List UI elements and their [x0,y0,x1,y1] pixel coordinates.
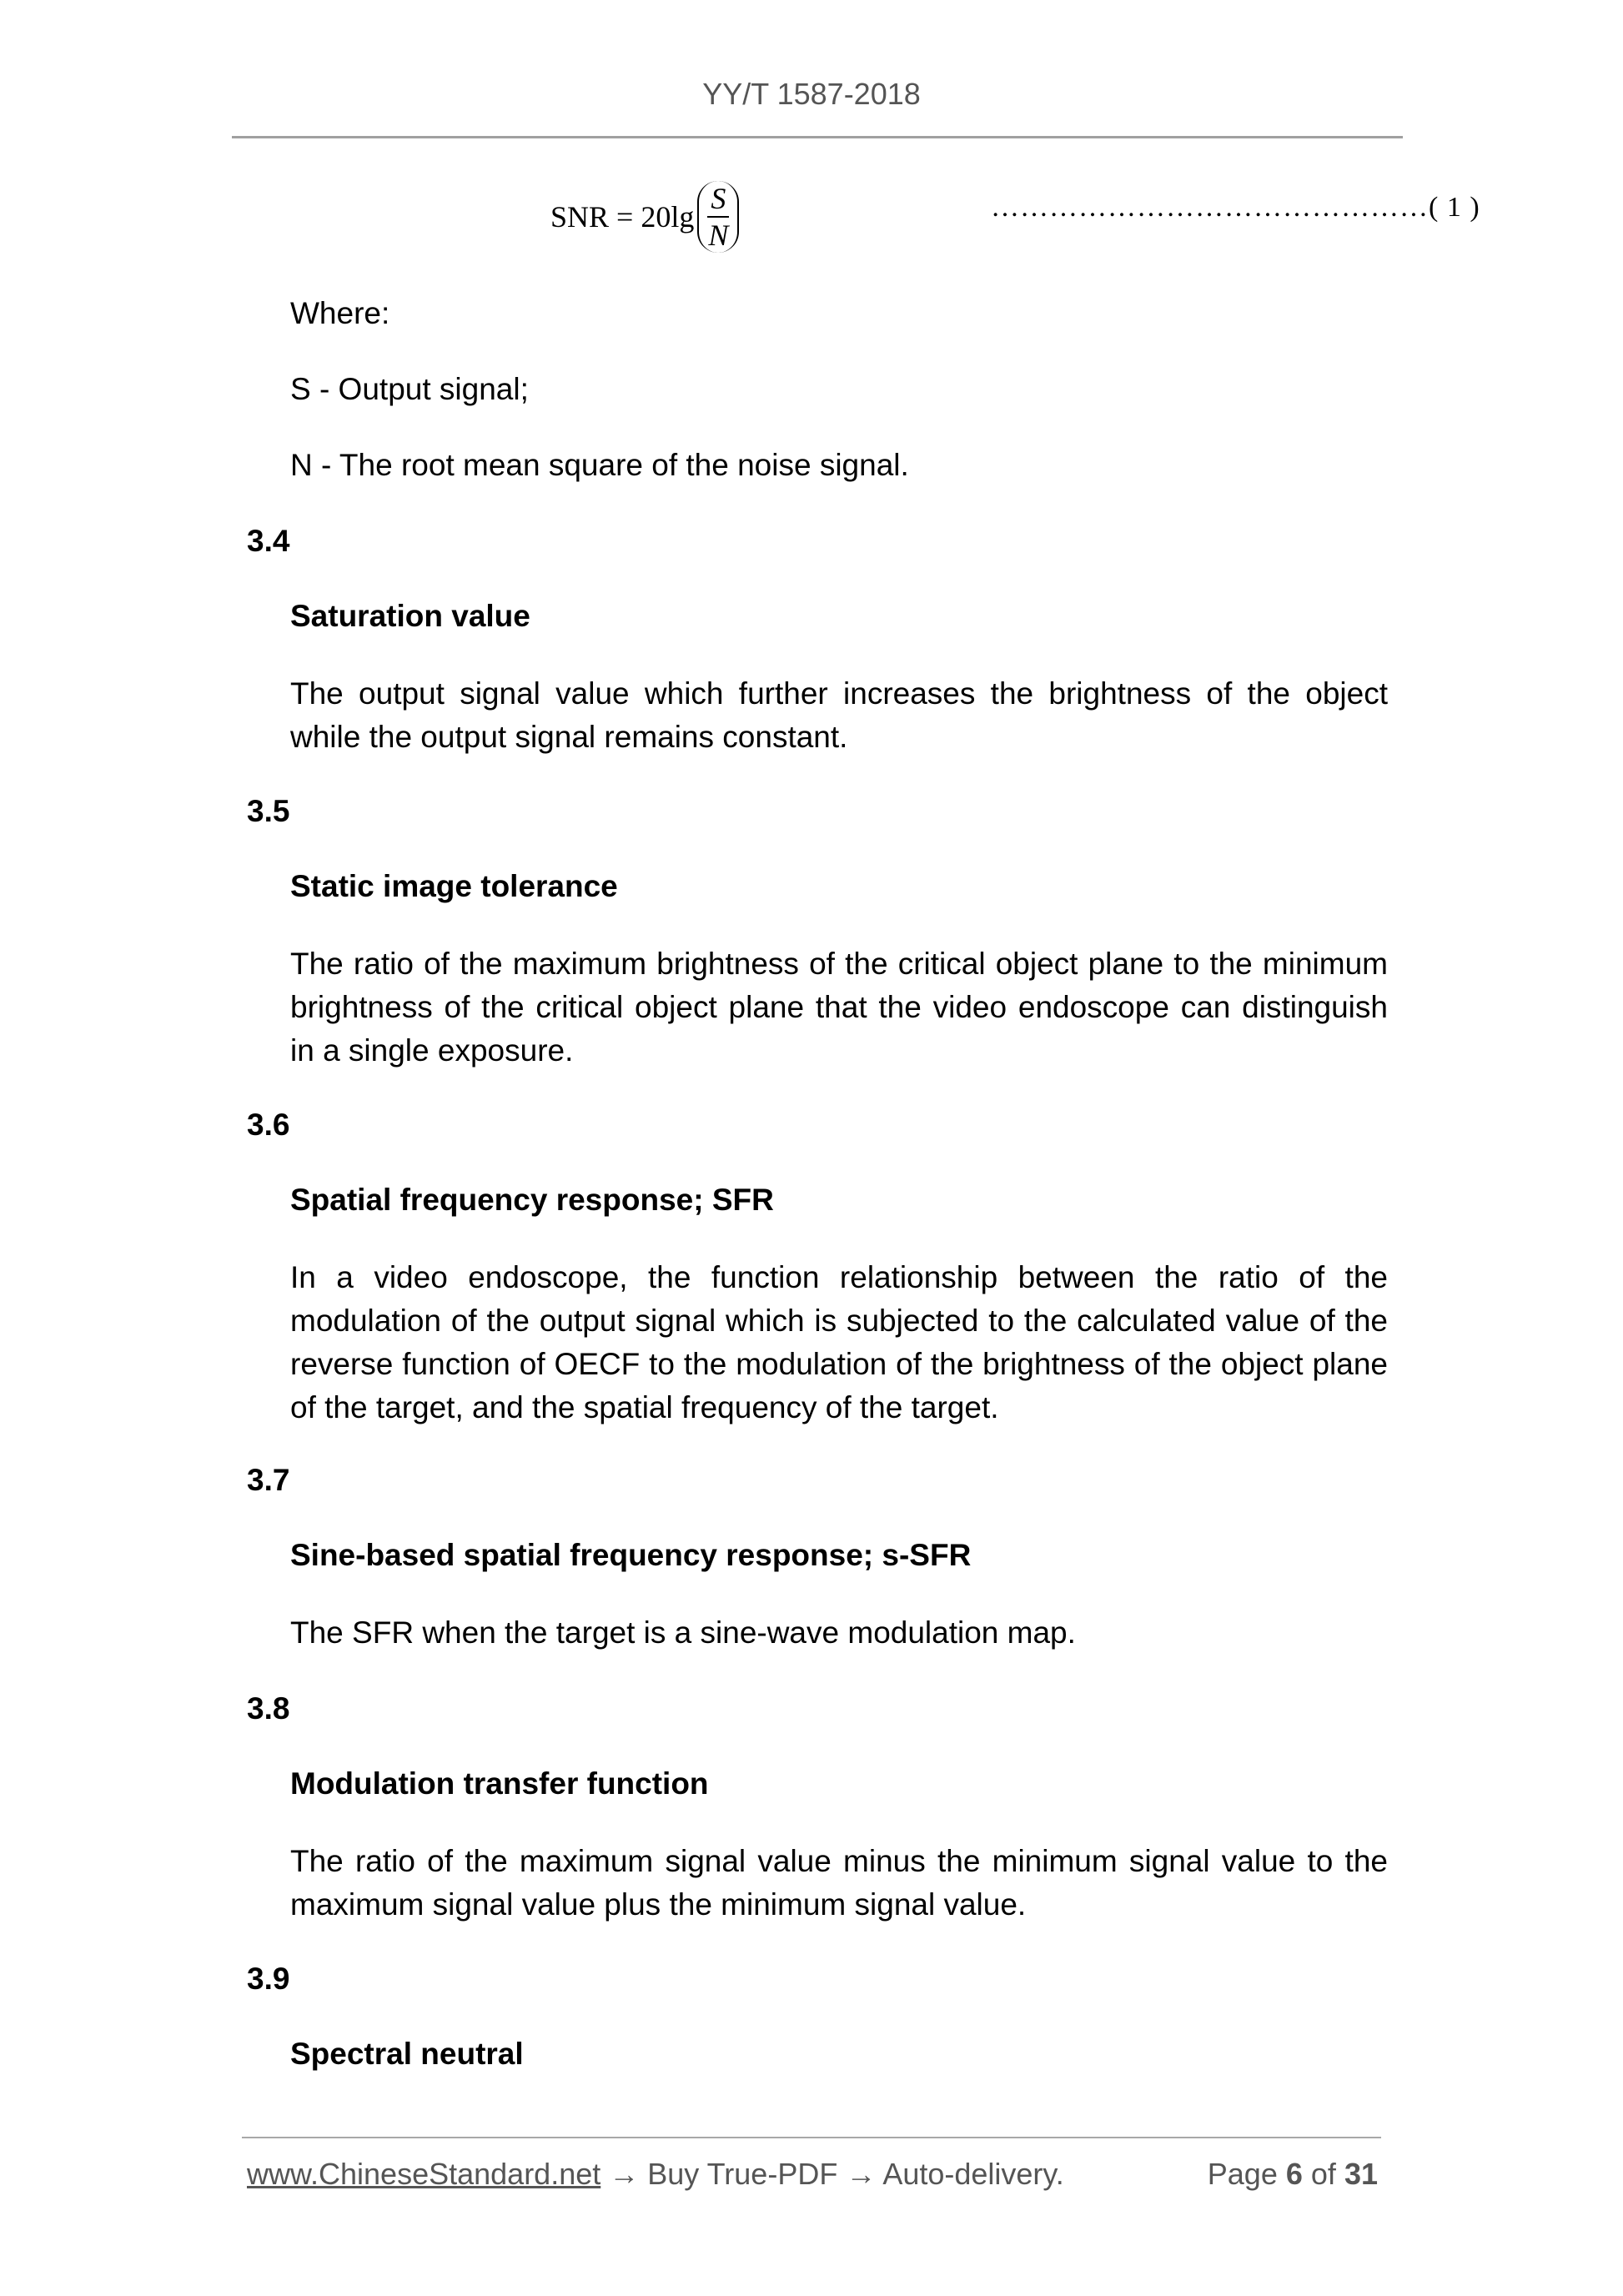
section-number: 3.6 [247,1108,290,1142]
total-pages: 31 [1344,2157,1378,2191]
formula-fraction [697,181,739,253]
footer-promo [247,2157,1064,2192]
equation-number [991,192,1480,224]
section-definition: In a video endoscope, the function relationship between the ratio of the modulation of the output signal which is subjected to the calculated value of the reverse function of OECF to the modulation of the brightness of the object plane of the target, and the spatial frequency of the target. [290,1260,1388,1424]
section-term: Sine-based spatial frequency response; s-SFR [290,1538,972,1572]
section-term: Saturation value [290,599,530,633]
header-divider [232,136,1403,138]
where-intro: Where: [290,296,390,330]
equation-label: ( 1 ) [1429,192,1480,223]
current-page: 6 [1285,2157,1303,2191]
formula-numerator: S [707,181,729,218]
section-term: Static image tolerance [290,869,618,903]
section-number: 3.7 [247,1463,290,1497]
section-number: 3.5 [247,794,290,828]
section-term: Spectral neutral [290,2037,524,2071]
where-item-n: N - The root mean square of the noise signal. [290,448,909,482]
section-number: 3.4 [247,524,290,558]
snr-formula [550,175,739,259]
document-header: YY/T 1587-2018 [702,77,921,111]
section-definition: The SFR when the target is a sine-wave modulation map. [290,1615,1076,1650]
section-term: Spatial frequency response; SFR [290,1183,774,1217]
section-term: Modulation transfer function [290,1766,709,1801]
section-definition: The ratio of the maximum brightness of the critical object plane to the minimum brightness of the critical object plane that the video endoscope can distinguish in a single exposure. [290,947,1388,1068]
website-link[interactable]: www.ChineseStandard.net [247,2157,601,2191]
section-definition: The output signal value which further increases the brightness of the object while the output signal remains constant. [290,676,1388,754]
section-number: 3.8 [247,1691,290,1726]
footer-divider [242,2137,1381,2138]
section-number: 3.9 [247,1962,290,1996]
equation-leader: ……………………………………… [991,192,1429,223]
formula-lhs: SNR = 20lg [550,200,695,234]
formula-denominator: N [708,219,729,252]
page-footer [247,2157,1378,2192]
footer-promo-text: → Buy True-PDF → Auto-delivery. [600,2157,1064,2191]
where-item-s: S - Output signal; [290,372,529,406]
section-definition: The ratio of the maximum signal value minus the minimum signal value to the maximum signal value plus the minimum signal value. [290,1844,1388,1922]
page-indicator: Page 6 of 31 [1207,2157,1378,2191]
